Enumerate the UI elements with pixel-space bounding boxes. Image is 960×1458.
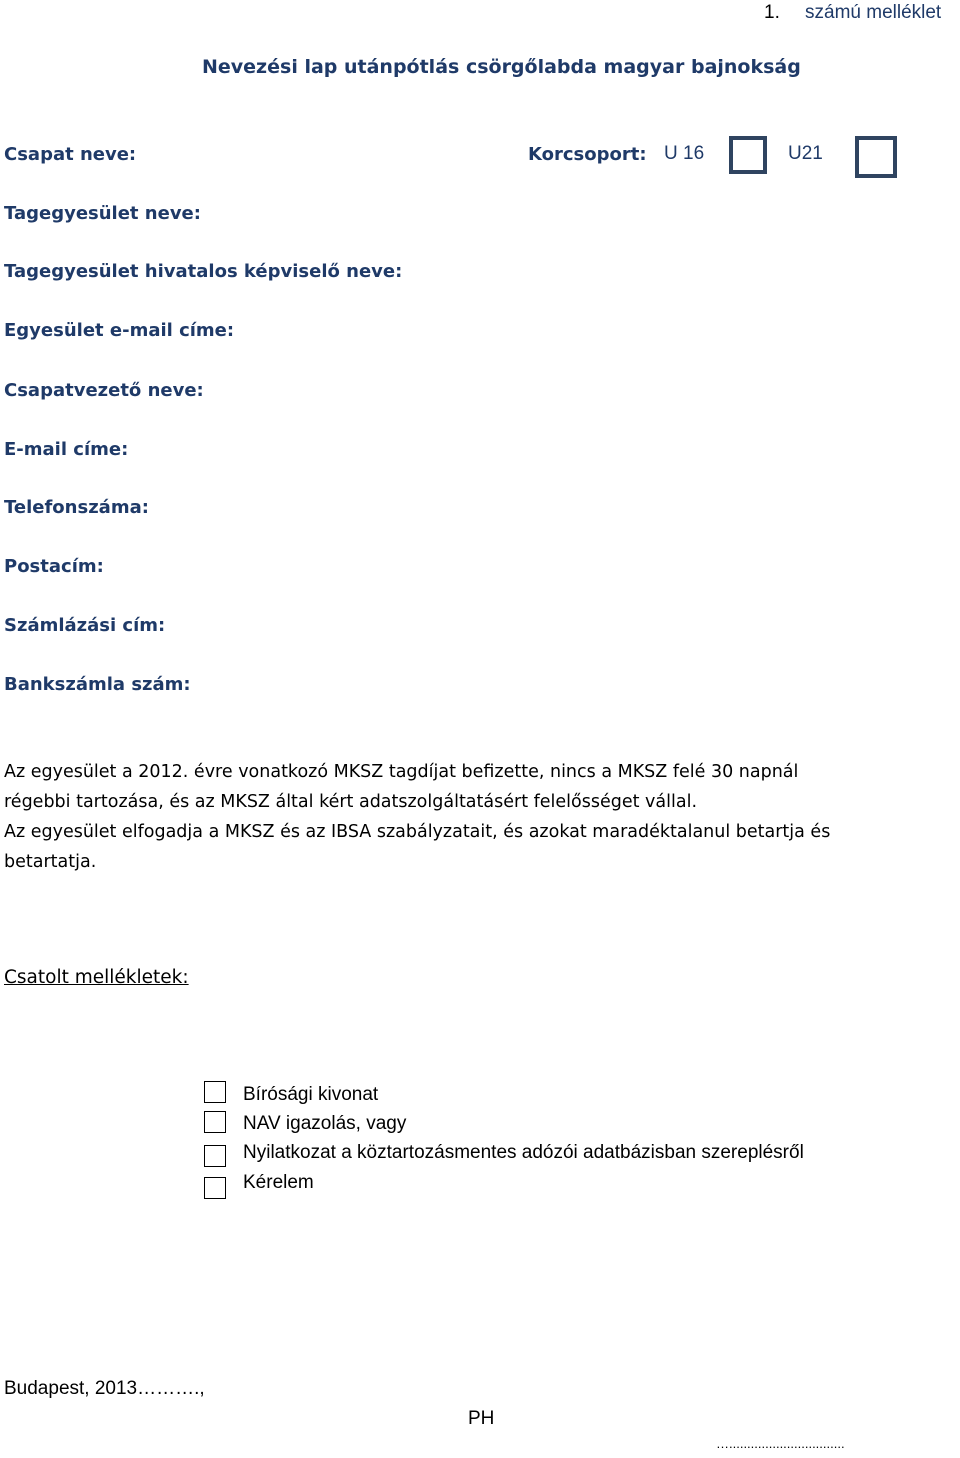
field-billing-address: Számlázási cím: (4, 615, 166, 636)
statement-line-3: Az egyesület elfogadja a MKSZ és az IBSA szabályzatait, és azokat maradéktalanul betartja és (4, 822, 831, 842)
place-and-date: Budapest, 2013………., (4, 1378, 205, 1399)
attachment-checkbox-declaration[interactable] (204, 1145, 226, 1167)
attachment-item-nav-certificate: NAV igazolás, vagy (243, 1113, 407, 1134)
annex-number: 1. (764, 2, 780, 23)
attachment-checkbox-nav-certificate[interactable] (204, 1111, 226, 1133)
attachments-heading: Csatolt mellékletek: (4, 967, 189, 988)
statement-line-1: Az egyesület a 2012. évre vonatkozó MKSZ tagdíjat befizette, nincs a MKSZ felé 30 napnál (4, 762, 799, 782)
field-club-email: Egyesület e-mail címe: (4, 320, 235, 341)
document-title: Nevezési lap utánpótlás csörgőlabda magyar bajnokság (202, 56, 801, 78)
statement-line-2: régebbi tartozása, és az MKSZ által kért adatszolgáltatásért felelősséget vállal. (4, 792, 698, 812)
age-option-u21: U21 (788, 143, 823, 164)
attachment-item-court-extract: Bírósági kivonat (243, 1084, 379, 1105)
field-phone: Telefonszáma: (4, 497, 149, 518)
age-option-u16: U 16 (664, 143, 705, 164)
attachment-checkbox-request[interactable] (204, 1177, 226, 1199)
stamp-placeholder: PH (468, 1408, 495, 1429)
age-u21-checkbox[interactable] (855, 136, 897, 178)
field-official-representative: Tagegyesület hivatalos képviselő neve: (4, 261, 403, 282)
signature-line: …................................ (716, 1436, 845, 1451)
field-member-club-name: Tagegyesület neve: (4, 203, 201, 224)
attachment-checkbox-court-extract[interactable] (204, 1081, 226, 1103)
field-email: E-mail címe: (4, 439, 129, 460)
attachment-item-request: Kérelem (243, 1172, 314, 1193)
field-bank-account: Bankszámla szám: (4, 674, 191, 695)
attachment-item-declaration: Nyilatkozat a köztartozásmentes adózói adatbázisban szereplésről (243, 1142, 804, 1163)
annex-label: számú melléklet (805, 2, 942, 23)
age-group-label: Korcsoport: (528, 144, 647, 165)
field-team-leader-name: Csapatvezető neve: (4, 380, 204, 401)
statement-line-4: betartatja. (4, 852, 97, 872)
age-u16-checkbox[interactable] (729, 136, 767, 174)
team-name-label: Csapat neve: (4, 144, 137, 165)
field-postal-address: Postacím: (4, 556, 104, 577)
